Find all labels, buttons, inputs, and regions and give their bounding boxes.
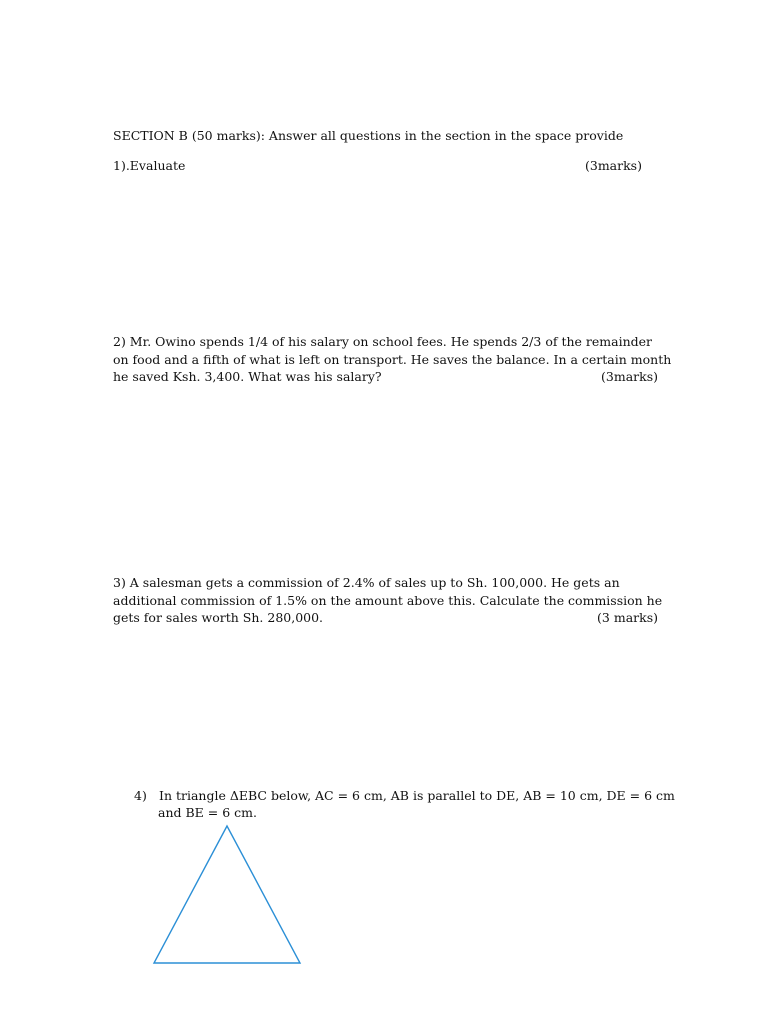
question-2-line-1: 2) Mr. Owino spends 1/4 of his salary on school fees. He spends 2/3 of the remainder (113, 334, 652, 349)
question-3-line-3: gets for sales worth Sh. 280,000. (113, 610, 324, 625)
section-header: SECTION B (50 marks): Answer all questions in the section in the space provide (113, 128, 624, 143)
question-4-line-2: and BE = 6 cm. (158, 805, 257, 820)
question-1-text: 1).Evaluate (113, 158, 186, 173)
question-4-line-1: In triangle ΔEBC below, AC = 6 cm, AB is parallel to DE, AB = 10 cm, DE = 6 cm (159, 788, 675, 803)
question-1-marks: (3marks) (585, 158, 642, 173)
question-3-line-1: 3) A salesman gets a commission of 2.4% of sales up to Sh. 100,000. He gets an (113, 575, 620, 590)
question-2-line-3: he saved Ksh. 3,400. What was his salary? (113, 369, 382, 384)
question-2-line-2: on food and a fifth of what is left on transport. He saves the balance. In a certain month (113, 351, 672, 367)
question-3-line-2: additional commission of 1.5% on the amount above this. Calculate the commission he (113, 592, 663, 608)
triangle-ebc (154, 826, 300, 963)
question-4-number: 4) (134, 788, 147, 803)
question-2-marks: (3marks) (601, 369, 658, 384)
question-3-marks: (3 marks) (597, 610, 658, 625)
